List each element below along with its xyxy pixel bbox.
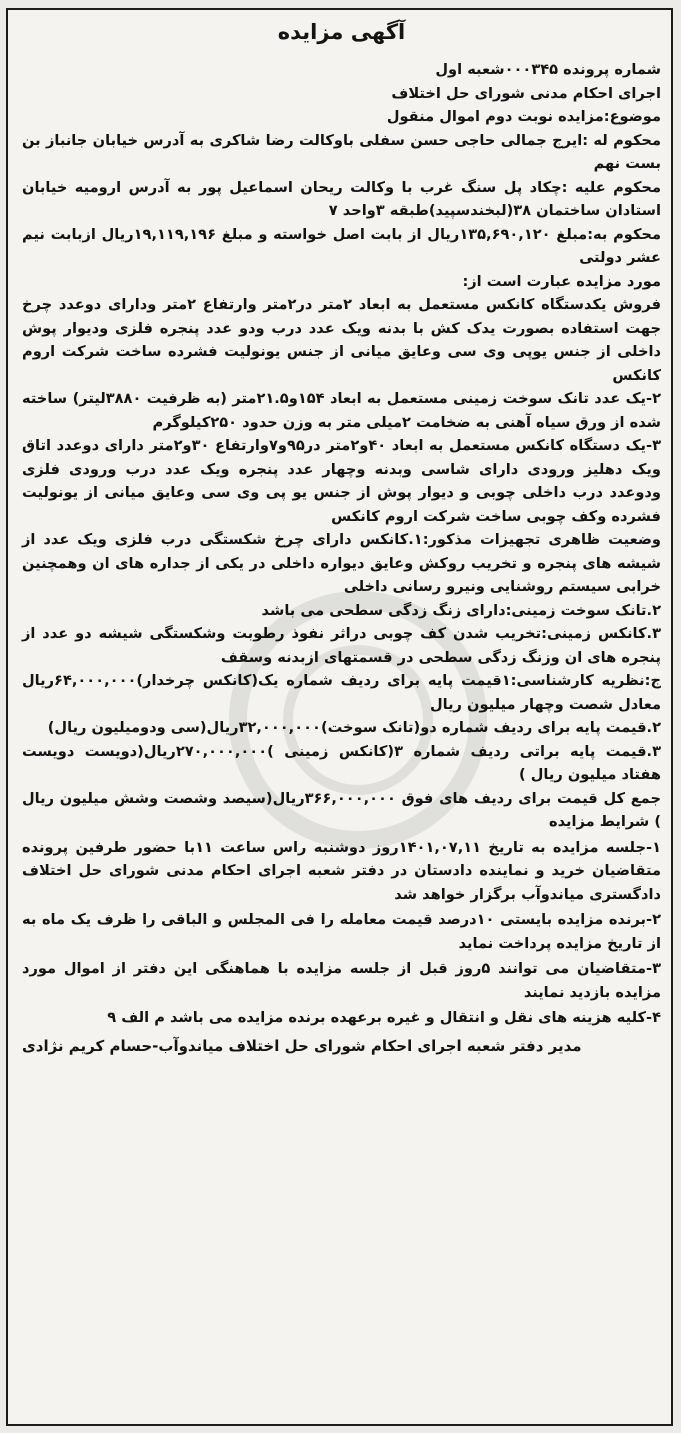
signature-line: مدیر دفتر شعبه اجرای احکام شورای حل اختلاف میاندوآب-حسام کریم نژادی: [22, 1036, 582, 1055]
items-heading: مورد مزایده عبارت است از:: [462, 272, 661, 290]
term-3: ۳-متقاضیان می توانند ۵روز قبل از جلسه مزایده با هماهنگی این دفتر از اموال مورد مزایده بازدید نمایند: [22, 960, 661, 1001]
item-1: فروش یکدستگاه کانکس مستعمل به ابعاد ۲متر در۲متر وارتفاع ۲متر ودارای دوعدد چرخ جهت استفاده بصورت یدک کش با بدنه ویک عدد درب ودو عدد پنجره فلزی ودیوار پوش داخلی از جنس یوپی وی سی وعایق میانی از جنس یونولیت فشرده ساخت شرکت اروم کانکس: [22, 296, 662, 384]
appraisal-3: ۳.قیمت پایه براتی ردیف شماره ۳(کانکس زمینی )۲۷۰,۰۰۰,۰۰۰ریال(دویست دویست هفتاد میلیون ریال ): [22, 742, 661, 783]
condition-3: ۳.کانکس زمینی:تخریب شدن کف چوبی دراثر نفوذ رطوبت وشکستگی شیشه دو عدد از پنجره های ان وزنگ زدگی سطحی در قسمتهای ازبدنه وسقف: [22, 625, 661, 666]
total-price: جمع کل قیمت برای ردیف های فوق ۳۶۶,۰۰۰,۰۰۰ریال(سیصد وشصت وشش میلیون ریال ) شرایط مزایده: [22, 789, 661, 830]
term-1: ۱-جلسه مزایده به تاریخ ۱۴۰۱,۰۷,۱۱روز دوشنبه راس ساعت ۱۱با حضور طرفین پرونده متقاضیان خرید و نماینده دادستان در دفتر شعبه اجرای احکام مدنی شورای حل اختلاف دادگستری میاندوآب برگزار خواهد شد: [22, 838, 661, 903]
auction-notice: [6, 8, 673, 1426]
term-2: ۲-برنده مزایده بایستی ۱۰درصد قیمت معامله را فی المجلس و الباقی را ظرف یک ماه به از تاریخ مزایده پرداخت نماید: [22, 911, 661, 952]
appraisal-2: ۲.قیمت پایه برای ردیف شماره دو(تانک سوخت)۳۲,۰۰۰,۰۰۰ریال(سی ودومیلیون ریال): [47, 719, 661, 736]
defendant: محکوم علیه :چکاد پل سنگ غرب با وکالت ریحان اسماعیل پور به آدرس ارومیه خیابان استادان ساختمان ۳۸(لبخندسپید)طبقه ۳واحد ۷: [22, 178, 661, 219]
item-2: ۲-یک عدد تانک سوخت زمینی مستعمل به ابعاد ۱۵۴و۲۱.۵متر (به ظرفیت ۳۸۸۰لیتر) ساخته شده از ورق سیاه آهنی به ضخامت ۲میلی متر به وزن حدود ۲۵۰کیلوگرم: [22, 390, 661, 431]
plaintiff: محکوم له :ایرج جمالی حاجی حسن سفلی باوکالت رضا شاکری به آدرس خیابان جانباز بن بست نهم: [22, 131, 661, 172]
condition-2: ۲.تانک سوخت زمینی:دارای زنگ زدگی سطحی می باشد: [261, 601, 661, 619]
condition-1: وضعیت ظاهری تجهیزات مذکور:۱.کانکس دارای چرخ شکستگی درب فلزی ویک عدد از شیشه های پنجره و تخریب روکش وعایق دیواره داخلی در یکی از جداره های ان وهمچنین خرابی سیستم روشنایی ونیرو رسانی داخلی: [22, 531, 662, 595]
subject: موضوع:مزایده نوبت دوم اموال منقول: [386, 108, 661, 125]
notice-title: آگهی مزایده: [277, 20, 406, 44]
judgment-amount: محکوم به:مبلغ ۱۳۵,۶۹۰,۱۲۰ریال از بابت اصل خواسته و مبلغ ۱۹,۱۱۹,۱۹۶ریال ازبابت نیم عشر دولتی: [22, 225, 661, 266]
issuing-body: اجرای احکام مدنی شورای حل اختلاف: [391, 84, 661, 102]
term-4: ۴-کلیه هزینه های نقل و انتقال و غیره برعهده برنده مزایده می باشد م الف ۹: [107, 1009, 661, 1026]
appraisal-1: ج:نظریه کارشناسی:۱قیمت پایه برای ردیف شماره یک(کانکس چرخدار)۶۴,۰۰۰,۰۰۰ریال معادل شصت وچهار میلیون ریال: [22, 672, 661, 713]
case-number: شماره پرونده ۰۰۰۳۴۵شعبه اول: [435, 61, 661, 78]
item-3: ۳-یک دستگاه کانکس مستعمل به ابعاد ۴۰و۲متر در۹۵و۷وارتفاع ۳۰و۲متر دارای دوعدد اتاق ویک دهلیز ورودی دارای شاسی وبدنه وچهار عدد پنجره ویک عدد درب ورودی فلزی ودوعدد درب داخلی چوبی و دیوار پوش از جنس یو پی وی سی وعایق میانی از یونولیت فشرده وکف چوبی ساخت شرکت اروم کانکس: [22, 437, 661, 525]
